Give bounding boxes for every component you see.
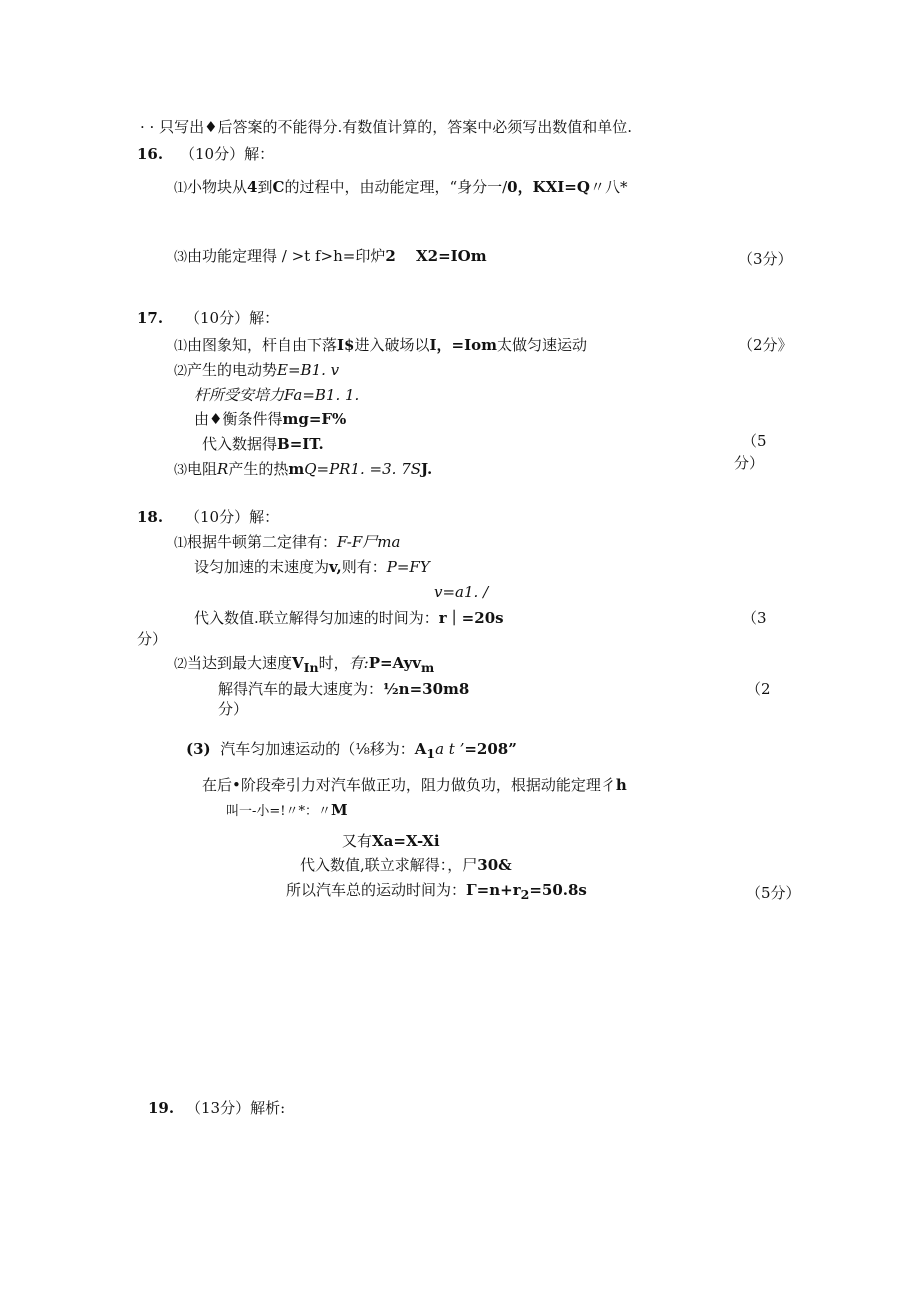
q17-part1-bold-2: I，=Iom: [429, 336, 497, 354]
q17-part2-index: ⑵: [174, 364, 188, 379]
q18-part2-text-2: 时，: [318, 654, 349, 672]
q17-part2-formula: E=B1. v: [277, 361, 340, 379]
q18-part1-final-speed-text-2: 则有：: [341, 558, 387, 576]
q18-part2-power-eq: P=Ayv: [368, 654, 421, 672]
q18-part3-relation: [342, 832, 440, 850]
q16-part1: [174, 178, 627, 197]
q16-part3: [174, 247, 396, 266]
q18-part3-work-energy-var: h: [615, 776, 627, 794]
q18-part1-final-speed-var: v,: [329, 558, 342, 576]
q16-part1-point-a: 4: [247, 178, 258, 196]
q18-part3-displacement-sub: 1: [426, 746, 436, 761]
q18-part3-work-energy: [202, 776, 627, 794]
q16-score: （10分）解：: [180, 145, 275, 163]
q16-part3-text: 由功能定理得 / >t f>h=印炉: [187, 247, 386, 265]
q17-part3-text: 电阻: [187, 460, 218, 478]
q18-part2-vmax-result-value: ½n=30m8: [383, 680, 470, 698]
q18-part1: [174, 533, 400, 552]
q16-part1-point-c: C: [272, 178, 285, 196]
q17-part1-text: 由图象知，杆自由下落: [187, 336, 338, 354]
q18-part2-vmax: V: [292, 654, 304, 672]
q18-part3-energy-eq: [226, 801, 348, 820]
q18-part1-score-a: （3: [742, 609, 767, 627]
q18-part1-time-text: 代入数值.联立解得匀加速的时间为：: [194, 609, 439, 627]
q17-part2-substitute-result: B=IT.: [277, 435, 324, 453]
q18-part1-final-speed: [194, 558, 430, 576]
q16-part1-equation: 0，KXI=Q: [507, 178, 590, 196]
q17-part1-index: ⑴: [174, 339, 188, 354]
q17-part2-score-a: （5: [742, 432, 767, 450]
q18-part3-energy-eq-text: 叫一-小=!〃*：〃: [226, 804, 332, 819]
q17-part2-equilibrium-text: 由♦衡条件得: [194, 410, 283, 428]
q18-part3-score: （5分）: [746, 884, 801, 902]
q17-part3-bold-1: m: [288, 460, 305, 478]
q16-part1-text-4: 〃八*: [589, 178, 628, 196]
intro-note: · · 只写出♦后答案的不能得分.有数值计算的，答案中必须写出数值和单位.: [140, 118, 633, 136]
q16-part1-text-3: 的过程中，由动能定理，“身分一/: [284, 178, 508, 196]
q17-part2-equilibrium: [194, 410, 346, 428]
q17-part2-score-b: 分）: [734, 454, 765, 472]
q18-part3-energy-eq-var: M: [331, 801, 348, 819]
q17-part1-bold-1: I$: [337, 336, 355, 354]
q18-number: 18.: [137, 508, 164, 526]
q16-part1-text-2: 到: [257, 178, 273, 196]
q18-part1-velocity-formula: v=a1. /: [434, 583, 489, 601]
q18-part1-score-b: 分）: [137, 630, 168, 648]
q18-part1-power-formula: P=FY: [386, 558, 430, 576]
q18-part3-solve-text: 代入数值,联立求解得：，尸: [300, 856, 478, 874]
q18-part3: [186, 740, 517, 761]
q18-part3-index: (3): [186, 740, 211, 758]
q16-part3-index: ⑶: [174, 250, 188, 265]
q17-part2-substitute-text: 代入数据得: [202, 435, 278, 453]
q18-part3-solve: [300, 856, 512, 874]
q17-part2: [174, 361, 339, 380]
q19-number: 19.: [148, 1099, 175, 1117]
q17-number: 17.: [137, 309, 164, 327]
q16-number: 16.: [137, 145, 164, 163]
q18-part1-text: 根据牛顿第二定律有：: [187, 533, 338, 551]
q17-part2-ampere-force: 杆所受安培力Fa=B1. 1.: [194, 386, 360, 404]
q17-part1: [174, 336, 587, 355]
q18-part3-relation-text: 又有: [342, 832, 373, 850]
q17-part3-formula: Q=PR1. =3. 7S: [304, 460, 422, 478]
q18-part3-formula: a t ’: [435, 740, 465, 758]
q17-score: （10分）解：: [185, 309, 280, 327]
q17-part3-text-2: 产生的热: [228, 460, 289, 478]
q18-part1-formula: F-F尸ma: [337, 533, 401, 551]
q18-part1-time: [194, 609, 504, 627]
q18-part2-vmax-sub: In: [303, 660, 319, 675]
q18-part2-score-a: （2: [746, 680, 771, 698]
q16-part3-result: X2=IOm: [416, 247, 487, 265]
q18-part2-have: 有:: [348, 654, 369, 672]
q16-part1-text: 小物块从: [187, 178, 248, 196]
q18-part1-index: ⑴: [174, 536, 188, 551]
q18-part2-index: ⑵: [174, 657, 188, 672]
q18-part2: [174, 654, 434, 675]
q17-part3-index: ⑶: [174, 463, 188, 478]
q18-part2-vmax-result: [218, 680, 469, 698]
q18-part3-solve-result: 30&: [477, 856, 512, 874]
q17-part2-text: 产生的电动势: [187, 361, 278, 379]
q18-part1-time-result: r｜=20s: [438, 609, 504, 627]
q18-part3-displacement: A: [414, 740, 427, 758]
q18-score: （10分）解：: [185, 508, 280, 526]
q17-part1-score: （2分》: [738, 336, 793, 354]
q18-part3-displacement-result: =208”: [464, 740, 517, 758]
q18-part1-final-speed-text: 设匀加速的末速度为: [194, 558, 330, 576]
q17-part2-equilibrium-eq: mg=F%: [282, 410, 347, 428]
q16-part3-num: 2: [385, 247, 396, 265]
q18-part3-total-time: [286, 881, 587, 902]
q17-part3: [174, 460, 432, 479]
q16-part1-index: ⑴: [174, 181, 188, 196]
q18-part3-total-time-sub: 2: [520, 887, 530, 902]
q17-part1-text-2: 进入破场以: [354, 336, 430, 354]
q17-part1-text-3: 太做匀速运动: [497, 336, 588, 354]
q18-part2-text: 当达到最大速度: [187, 654, 293, 672]
q18-part3-total-time-text: 所以汽车总的运动时间为：: [286, 881, 467, 899]
q18-part2-power-eq-sub: m: [421, 660, 435, 675]
q18-part3-total-time-result: =50.8s: [529, 881, 587, 899]
q17-part3-unit: J.: [421, 460, 433, 478]
q18-part3-work-energy-text: 在后•阶段牵引力对汽车做正功，阻力做负功，根据动能定理彳: [202, 776, 616, 794]
q16-part3-score: （3分）: [738, 250, 793, 268]
q18-part3-text: 汽车匀加速运动的（⅛移为：: [220, 740, 415, 758]
q18-part3-total-time-eq: Γ=n+r: [466, 881, 521, 899]
q17-part3-resistor: R: [217, 460, 229, 478]
q19-score: （13分）解析:: [186, 1099, 286, 1117]
q18-part3-relation-eq: Xa=X-Xi: [372, 832, 440, 850]
q17-part2-substitute: [202, 435, 324, 453]
q18-part2-score-b: 分）: [218, 700, 249, 718]
q18-part2-vmax-result-text: 解得汽车的最大速度为：: [218, 680, 384, 698]
